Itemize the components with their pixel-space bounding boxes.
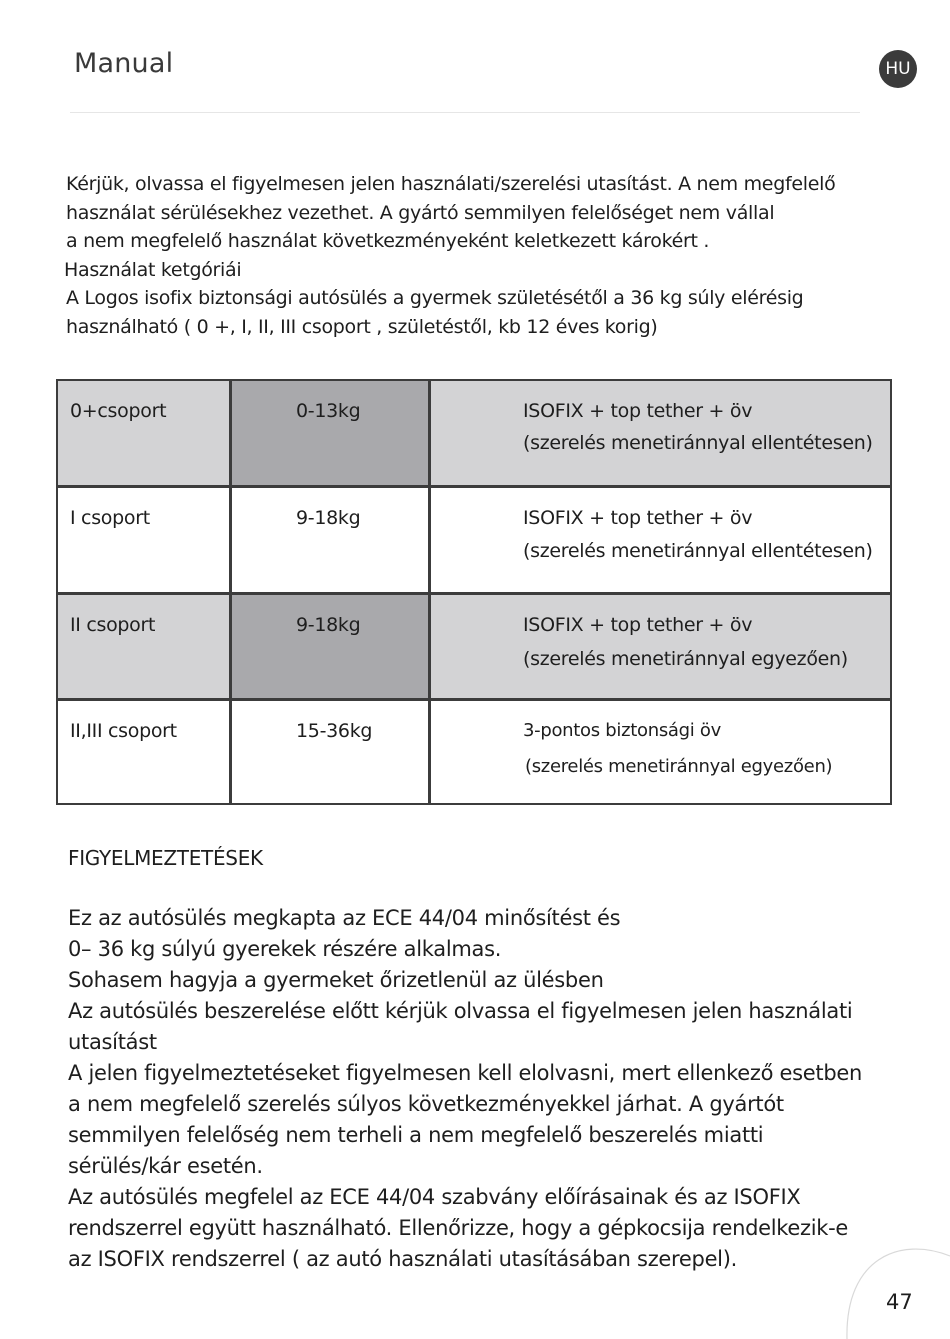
installation-cell — [431, 488, 890, 592]
warning-line: Az autósülés megfelel az ECE 44/04 szabvány előírásainak és az ISOFIX — [68, 1185, 801, 1209]
installation-cell — [431, 381, 890, 485]
group-cell — [58, 488, 232, 592]
weight-groups-table — [56, 379, 892, 805]
table-row — [58, 595, 890, 701]
warning-line: Az autósülés beszerelése előtt kérjük olvassa el figyelmesen jelen használati — [68, 999, 853, 1023]
weight-label: 9-18kg — [296, 614, 361, 636]
weight-label: 0-13kg — [296, 400, 361, 422]
group-label: I csoport — [70, 507, 150, 529]
page-number: 47 — [886, 1290, 913, 1314]
page-title: Manual — [74, 48, 174, 79]
header-divider — [70, 112, 860, 113]
group-cell — [58, 701, 232, 803]
warnings-text — [68, 903, 908, 1275]
group-label: II,III csoport — [70, 720, 177, 742]
table-row — [58, 488, 890, 595]
installation-cell — [431, 595, 890, 698]
intro-line: használható ( 0 +, I, II, III csoport , születéstől, kb 12 éves korig) — [66, 315, 658, 338]
warning-line: a nem megfelelő szerelés súlyos következményekkel járhat. A gyártót — [68, 1092, 784, 1116]
intro-line: A Logos isofix biztonsági autósülés a gyermek születésétől a 36 kg súly elérésig — [66, 287, 804, 309]
warning-line: utasítást — [68, 1030, 157, 1054]
installation-direction: (szerelés menetiránnyal egyezően) — [525, 756, 833, 777]
usage-categories-heading: Használat ketgóriái — [64, 258, 242, 281]
group-cell — [58, 381, 232, 485]
group-cell — [58, 595, 232, 698]
weight-cell — [232, 701, 431, 803]
warnings-heading: FIGYELMEZTETÉSEK — [68, 846, 263, 870]
intro-line: használat sérülésekhez vezethet. A gyártó semmilyen felelőséget nem vállal — [66, 201, 775, 224]
warning-line: semmilyen felelőség nem terheli a nem megfelelő beszerelés miatti — [68, 1123, 764, 1147]
table-row — [58, 381, 890, 488]
intro-line: Kérjük, olvassa el figyelmesen jelen használati/szerelési utasítást. A nem megfelelő — [66, 173, 836, 195]
installation-direction: (szerelés menetiránnyal ellentétesen) — [523, 432, 873, 454]
weight-cell — [232, 595, 431, 698]
installation-method: 3-pontos biztonsági öv — [523, 720, 721, 741]
table-row — [58, 701, 890, 803]
intro-line: a nem megfelelő használat következményeként keletkezett károkért . — [66, 230, 710, 252]
warning-line: sérülés/kár esetén. — [68, 1154, 263, 1178]
warning-line: 0– 36 kg súlyú gyerekek részére alkalmas. — [68, 937, 502, 961]
warning-line: Sohasem hagyja a gyermeket őrizetlenül az ülésben — [68, 968, 604, 992]
weight-label: 9-18kg — [296, 507, 361, 529]
installation-method: ISOFIX + top tether + öv — [523, 614, 753, 636]
warning-line: rendszerrel együtt használható. Ellenőrizze, hogy a gépkocsija rendelkezik-e — [68, 1216, 849, 1240]
group-label: 0+csoport — [70, 400, 167, 422]
installation-method: ISOFIX + top tether + öv — [523, 507, 753, 529]
installation-direction: (szerelés menetiránnyal egyezően) — [523, 648, 848, 670]
weight-cell — [232, 488, 431, 592]
installation-cell — [431, 701, 890, 803]
language-badge: HU — [879, 50, 917, 88]
weight-label: 15-36kg — [296, 720, 373, 742]
warning-line: A jelen figyelmeztetéseket figyelmesen kell elolvasni, mert ellenkező esetben — [68, 1061, 862, 1085]
weight-cell — [232, 381, 431, 485]
page-corner-decoration — [840, 1238, 950, 1339]
installation-method: ISOFIX + top tether + öv — [523, 400, 753, 422]
warning-line: az ISOFIX rendszerrel ( az autó használati utasításában szerepel). — [68, 1247, 737, 1271]
warning-line: Ez az autósülés megkapta az ECE 44/04 minősítést és — [68, 906, 621, 930]
installation-direction: (szerelés menetiránnyal ellentétesen) — [523, 540, 873, 562]
group-label: II csoport — [70, 614, 156, 636]
intro-text — [66, 170, 896, 341]
